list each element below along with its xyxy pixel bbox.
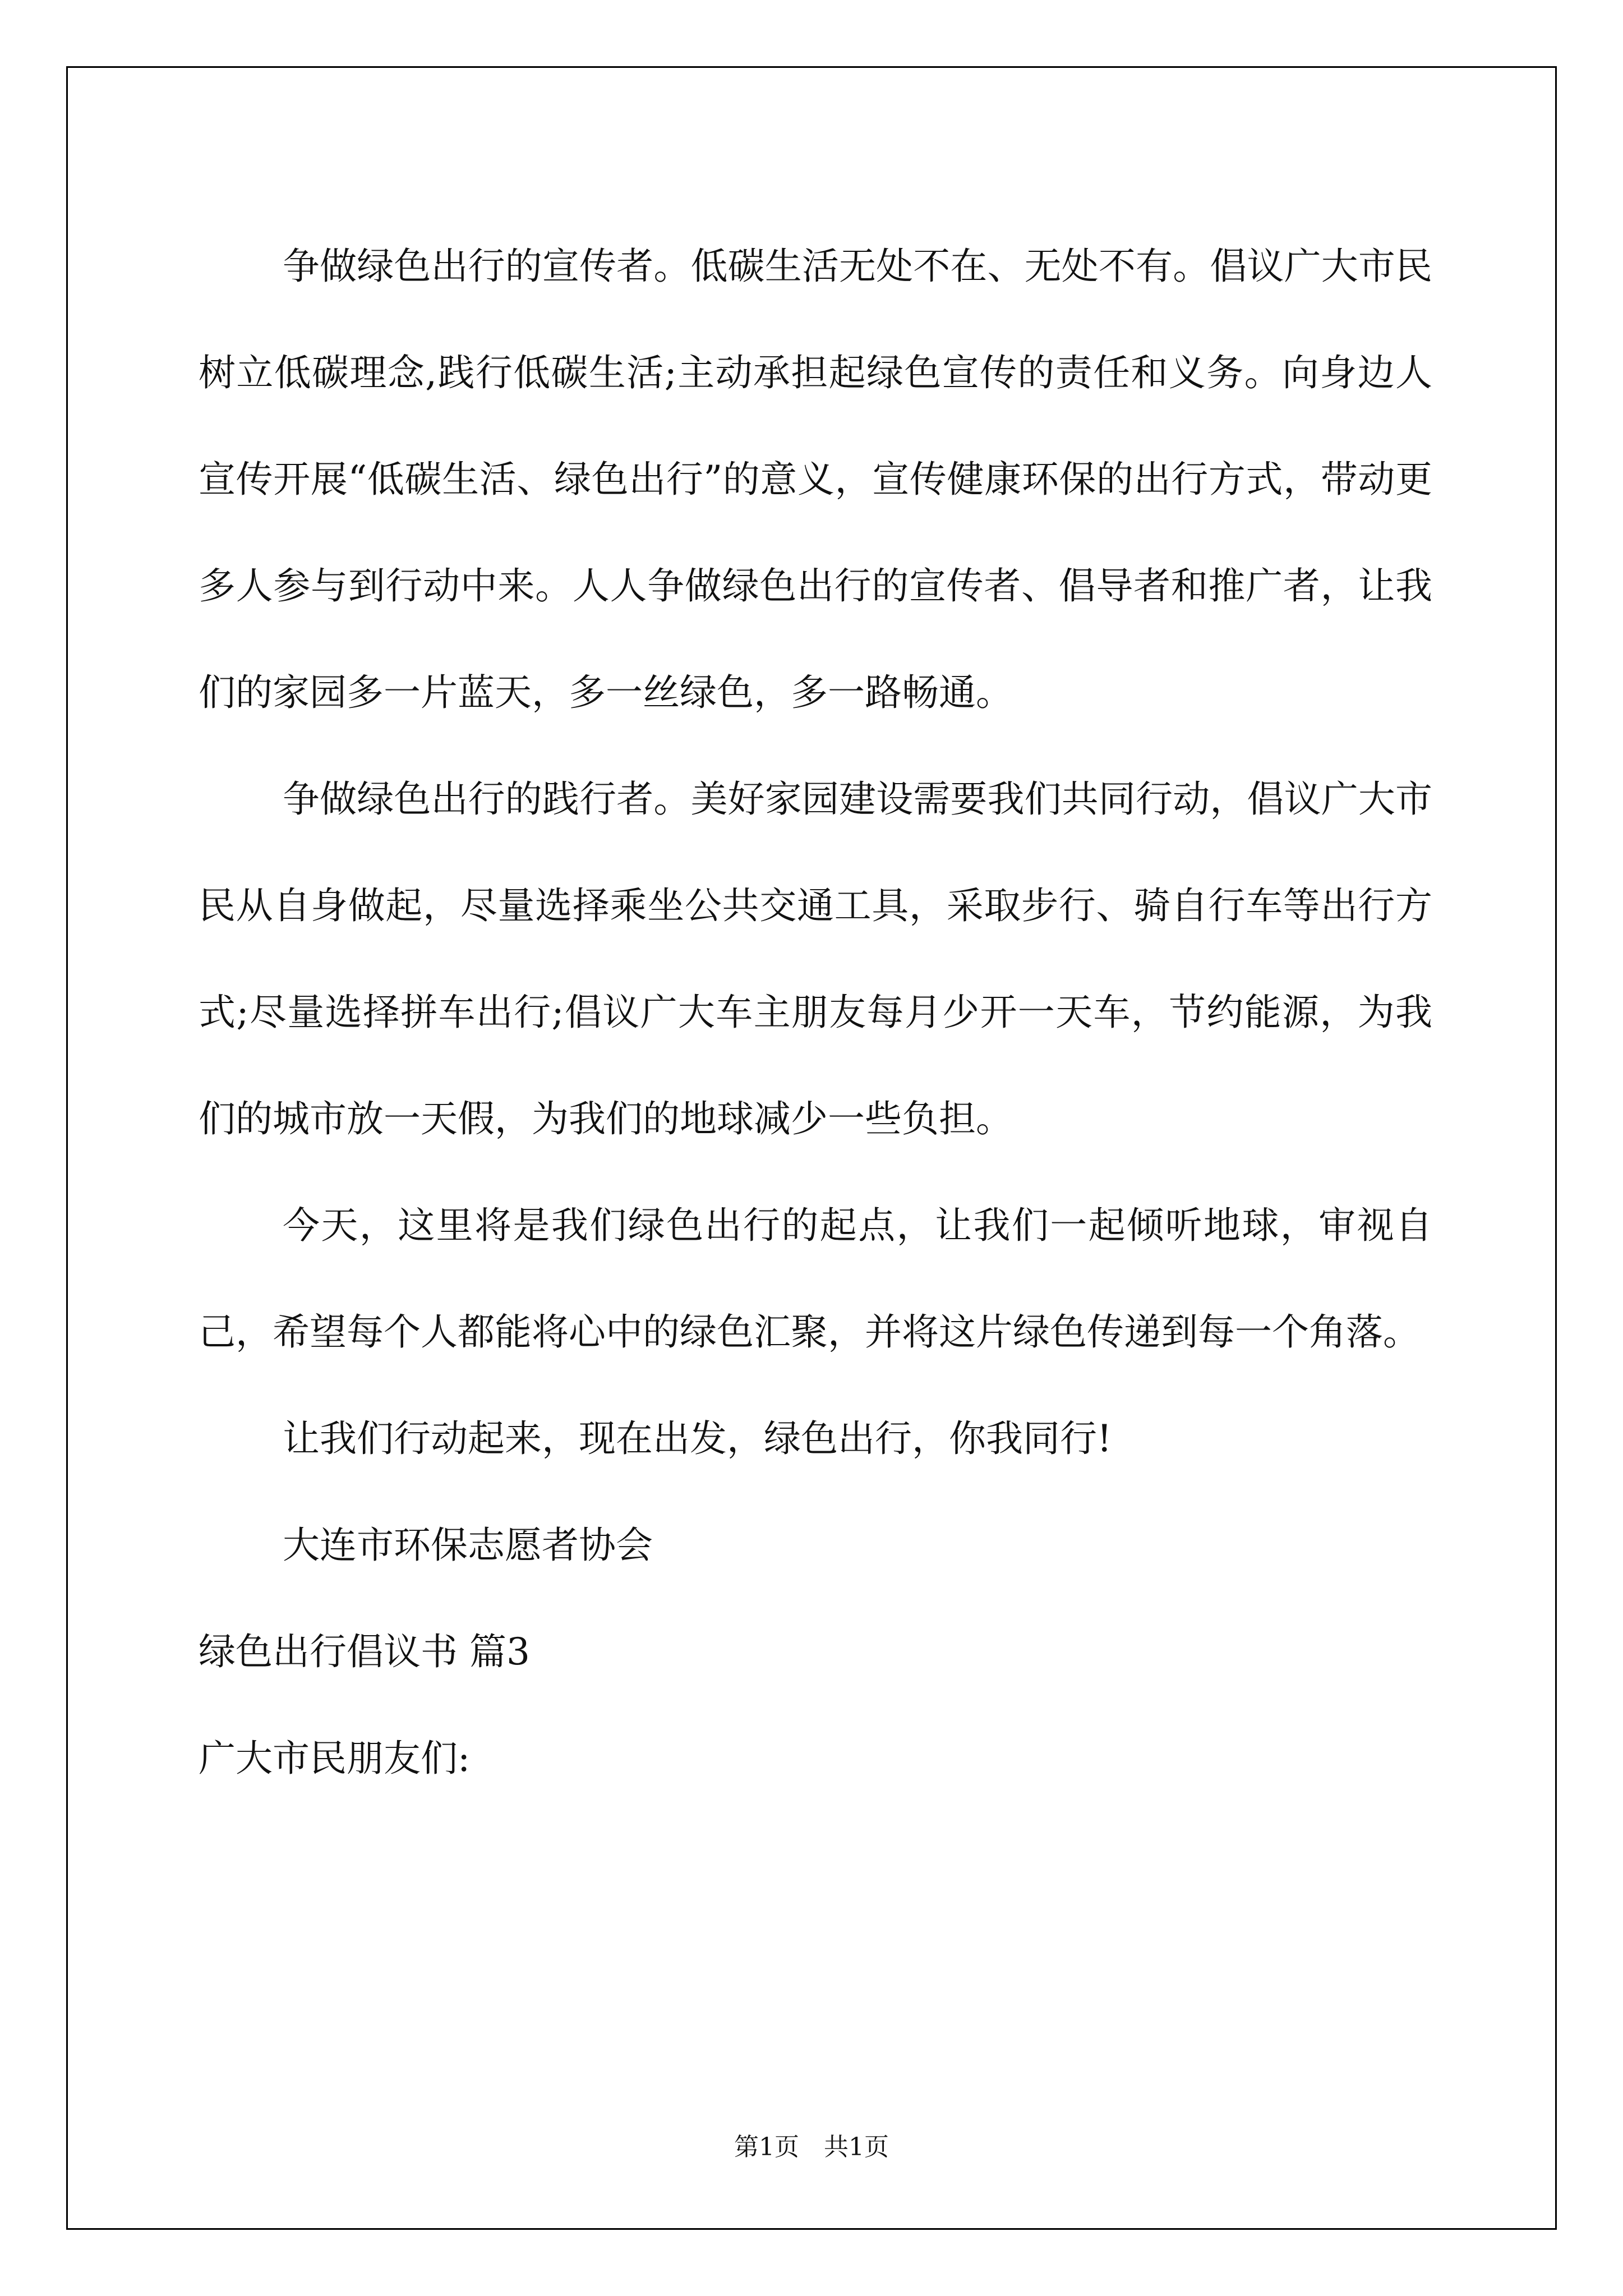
page-number-total: 共1页 xyxy=(824,2133,889,2161)
paragraph-practitioner: 争做绿色出行的践行者。美好家园建设需要我们共同行动，倡议广大市民从自身做起，尽量选择乘坐公共交通工具，采取步行、骑自行车等出行方式;尽量选择拼车出行;倡议广大车主朋友每月少开一天车，节约能源，为我们的城市放一天假，为我们的地球减少一些负担。 xyxy=(199,777,1432,1140)
document-body xyxy=(199,213,1432,1812)
paragraph-call-to-action: 让我们行动起来，现在出发，绿色出行，你我同行! xyxy=(283,1417,1112,1460)
page-number-current: 第1页 xyxy=(734,2133,799,2161)
paragraph-promoter: 争做绿色出行的宣传者。低碳生活无处不在、无处不有。倡议广大市民树立低碳理念,践行低碳生活;主动承担起绿色宣传的责任和义务。向身边人宣传开展“低碳生活、绿色出行”的意义，宣传健康环保的出行方式，带动更多人参与到行动中来。人人争做绿色出行的宣传者、倡导者和推广者，让我们的家园多一片蓝天，多一丝绿色，多一路畅通。 xyxy=(199,245,1432,714)
section-title: 绿色出行倡议书 篇3 xyxy=(199,1630,530,1673)
page-footer xyxy=(0,2131,1623,2164)
greeting: 广大市民朋友们: xyxy=(199,1737,471,1780)
signature-organization: 大连市环保志愿者协会 xyxy=(283,1524,653,1567)
paragraph-starting-point: 今天，这里将是我们绿色出行的起点，让我们一起倾听地球，审视自己，希望每个人都能将心中的绿色汇聚，并将这片绿色传递到每一个角落。 xyxy=(199,1204,1432,1354)
